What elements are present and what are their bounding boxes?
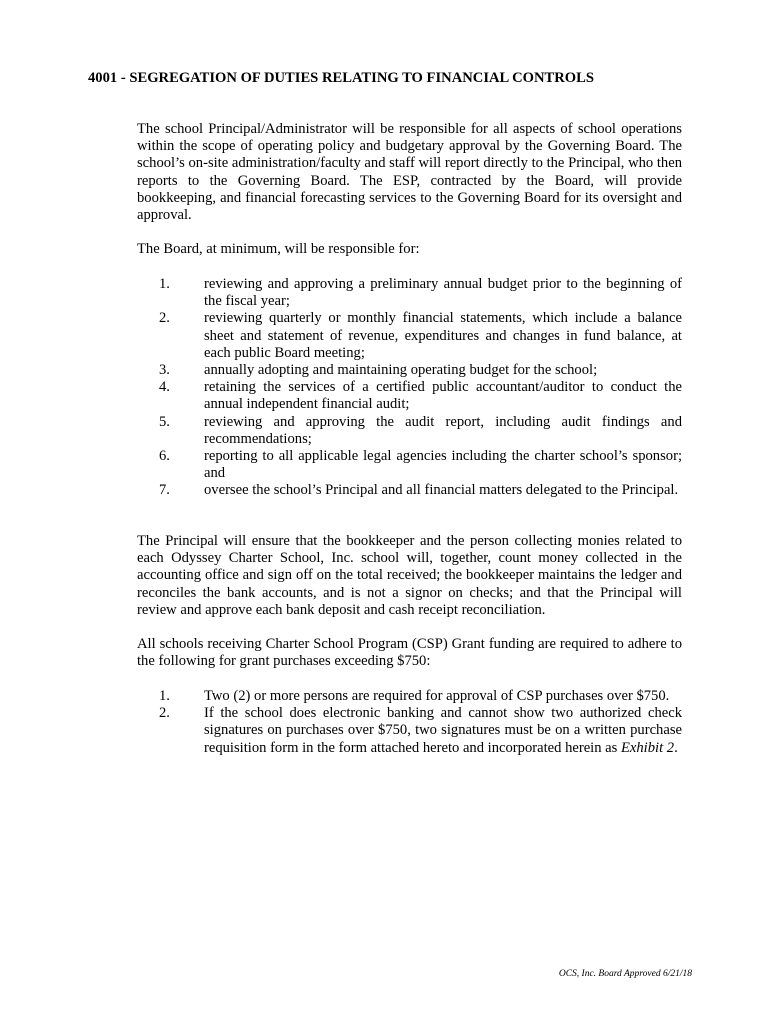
list-number: 3. bbox=[159, 362, 170, 379]
list-text: reviewing and approving the audit report, including audit findings and recommendations; bbox=[204, 413, 682, 447]
list-number: 6. bbox=[159, 448, 170, 465]
list-number: 5. bbox=[159, 413, 170, 430]
list-number: 2. bbox=[159, 310, 170, 327]
board-responsibilities-list bbox=[137, 276, 682, 500]
list-text: reporting to all applicable legal agencies including the charter school’s sponsor; and bbox=[204, 448, 682, 482]
list-item bbox=[137, 379, 682, 413]
list-item bbox=[137, 482, 682, 499]
paragraph-csp-intro: All schools receiving Charter School Program (CSP) Grant funding are required to adhere to the following for grant purchases exceeding $750: bbox=[137, 636, 682, 670]
document-title: 4001 - SEGREGATION OF DUTIES RELATING TO FINANCIAL CONTROLS bbox=[88, 70, 595, 86]
list-number: 2. bbox=[159, 705, 170, 722]
paragraph-bookkeeper-controls: The Principal will ensure that the bookkeeper and the person collecting monies related to each Odyssey Charter School, Inc. school will, together, count money collected in the accounting office and sign off on the total received; the bookkeeper maintains the ledger and reconciles the bank accounts, and is not a signor on checks; and that the Principal will review and approve each bank deposit and cash receipt reconciliation. bbox=[137, 533, 682, 618]
paragraph-principal-responsibilities: The school Principal/Administrator will be responsible for all aspects of school operations within the scope of operating policy and budgetary approval by the Governing Board. The school’s on-site administration/faculty and staff will report directly to the Principal, who then reports to the Governing Board. The ESP, contracted by the Board, will provide bookkeeping, and financial forecasting services to the Governing Board for its oversight and approval. bbox=[137, 121, 682, 224]
list-text: annually adopting and maintaining operating budget for the school; bbox=[204, 362, 598, 379]
list-item bbox=[137, 688, 682, 705]
exhibit-reference: Exhibit 2 bbox=[620, 739, 675, 756]
list-item bbox=[137, 276, 682, 310]
list-text: oversee the school’s Principal and all financial matters delegated to the Principal. bbox=[204, 482, 679, 499]
list-text: If the school does electronic banking and cannot show two authorized check signatures on purchases over $750, two signatures must be on a written purchase requisition form in the form attached hereto and incorporated herein as bbox=[204, 705, 682, 756]
list-number: 1. bbox=[159, 688, 170, 704]
list-text: reviewing quarterly or monthly financial statements, which include a balance sheet and statement of revenue, expenditures and changes in fund balance, at each public Board meeting; bbox=[204, 310, 682, 361]
list-item bbox=[137, 310, 682, 362]
list-number: 4. bbox=[159, 379, 170, 396]
list-text: reviewing and approving a preliminary annual budget prior to the beginning of the fiscal year; bbox=[204, 276, 682, 310]
list-text: retaining the services of a certified public accountant/auditor to conduct the annual independent financial audit; bbox=[204, 379, 682, 413]
approval-footer: OCS, Inc. Board Approved 6/21/18 bbox=[558, 969, 692, 979]
list-item bbox=[137, 362, 682, 379]
paragraph-board-intro: The Board, at minimum, will be responsible for: bbox=[137, 241, 420, 257]
list-text: Two (2) or more persons are required for approval of CSP purchases over $750. bbox=[204, 688, 670, 704]
list-number: 1. bbox=[159, 276, 170, 292]
list-item bbox=[137, 705, 682, 757]
list-item bbox=[137, 414, 682, 448]
list-text-suffix: . bbox=[674, 739, 678, 756]
list-item bbox=[137, 448, 682, 482]
csp-requirements-list bbox=[137, 688, 682, 757]
list-number: 7. bbox=[159, 482, 170, 499]
